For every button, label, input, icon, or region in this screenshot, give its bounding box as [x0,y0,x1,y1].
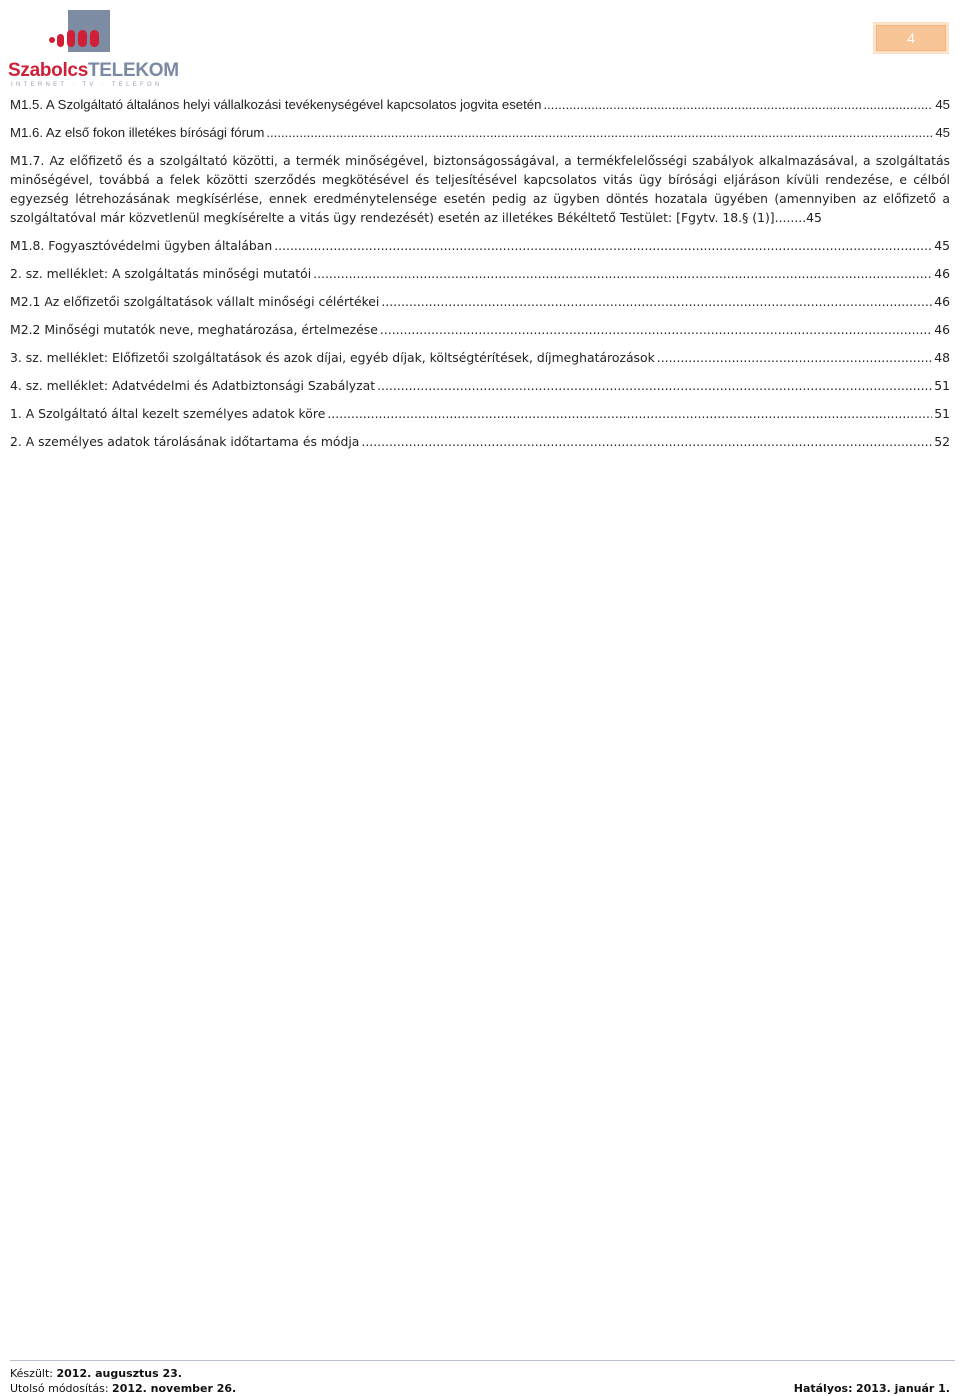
toc-entry-label: M2.2 Minőségi mutatók neve, meghatározása, értelmezése [10,322,378,337]
toc-entry[interactable] [10,348,950,367]
toc-entry-label: 2. A személyes adatok tárolásának időtartama és módja [10,434,360,449]
page-footer [10,1366,950,1396]
toc-entry-page: 52 [934,434,950,449]
toc-entry[interactable] [10,151,950,227]
toc-entry-page: 45 [935,125,950,140]
toc-entry-page: 51 [934,378,950,393]
toc-entry-page: 45 [935,97,950,112]
toc-entry-label: M2.1 Az előfizetői szolgáltatások vállalt minőségi célértékei [10,294,380,309]
footer-modified-label: Utolsó módosítás: [10,1382,109,1395]
page-number-badge: 4 [873,22,949,54]
toc-leader-dots [274,236,932,255]
footer-effective [794,1381,950,1396]
logo-word-part2: TELEKOM [87,60,179,81]
toc-leader-dots [377,376,932,395]
table-of-contents [10,95,950,460]
toc-entry-label: 4. sz. melléklet: Adatvédelmi és Adatbiztonsági Szabályzat [10,378,376,393]
toc-entry[interactable] [10,264,950,283]
logo-wordmark [8,60,179,82]
toc-entry-label: M1.8. Fogyasztóvédelmi ügyben általában [10,238,273,253]
footer-modified [10,1381,236,1396]
logo-word-part1: Szabolcs [8,60,88,81]
logo-mark-icon [46,10,121,60]
toc-entry-page: 45 [806,210,822,225]
toc-entry-page: 46 [934,266,950,281]
toc-entry-page: 46 [934,322,950,337]
toc-entry[interactable] [10,320,950,339]
toc-entry[interactable] [10,236,950,255]
toc-leader-dots [327,404,932,423]
company-logo [8,8,179,88]
footer-created-date: 2012. augusztus 23. [56,1367,182,1380]
toc-entry-page: 46 [934,294,950,309]
toc-entry[interactable] [10,404,950,423]
toc-entry-label: 3. sz. melléklet: Előfizetői szolgáltatások és azok díjai, egyéb díjak, költségtérítések, díjmeghatározások [10,350,655,365]
footer-created-label: Készült: [10,1367,53,1380]
logo-tagline: INTERNET · TV · TELEFON [11,82,163,88]
toc-entry-label: M1.5. A Szolgáltató általános helyi vállalkozási tevékenységével kapcsolatos jogvita esetén [10,97,542,112]
toc-entry[interactable] [10,123,950,142]
toc-leader-dots [381,292,932,311]
toc-leader-dots [543,95,933,114]
footer-created [10,1366,950,1381]
toc-entry-label: 2. sz. melléklet: A szolgáltatás minőségi mutatói [10,266,312,281]
toc-leader-dots [380,320,932,339]
footer-modified-date: 2012. november 26. [112,1382,237,1395]
footer-divider [10,1360,955,1361]
toc-entry[interactable] [10,95,950,114]
toc-entry-page: 45 [934,238,950,253]
toc-entry-page: 51 [934,406,950,421]
toc-leader-dots [313,264,932,283]
toc-entry[interactable] [10,292,950,311]
toc-leader-dots [657,348,932,367]
toc-entry[interactable] [10,376,950,395]
footer-effective-label: Hatályos: [793,1382,853,1395]
toc-entry-label: M1.7. Az előfizető és a szolgáltató közötti, a termék minőségével, biztonságosságával, a termékfelelősségi szabályok alkalmazásával, a szolgáltatás minőségével, továbbá a felek közötti szerződés megkötésével és teljesítésével kapcsolatos vitás ügy bírósági eljáráson kívüli rendezése, e célból egyezség létrehozásának megkísérlése, ennek eredménytelensége esetén pedig az ügyben döntés hozatala ügyében (amennyiben az előfizető a szolgáltatóval már közvetlenül megkísérelte a vitás ügy rendezését) esetén az illetékes Békéltető Testület: [Fgytv. 18.§ (1)] [10,153,950,225]
toc-entry-label: M1.6. Az első fokon illetékes bírósági fórum [10,125,265,140]
toc-leader-dots [266,123,933,142]
toc-entry-label: 1. A Szolgáltató által kezelt személyes adatok köre [10,406,326,421]
toc-entry[interactable] [10,432,950,451]
footer-effective-date: 2013. január 1. [856,1382,950,1395]
toc-leader-dots [361,432,932,451]
toc-entry-page: 48 [934,350,950,365]
toc-leader-dots [775,210,807,225]
